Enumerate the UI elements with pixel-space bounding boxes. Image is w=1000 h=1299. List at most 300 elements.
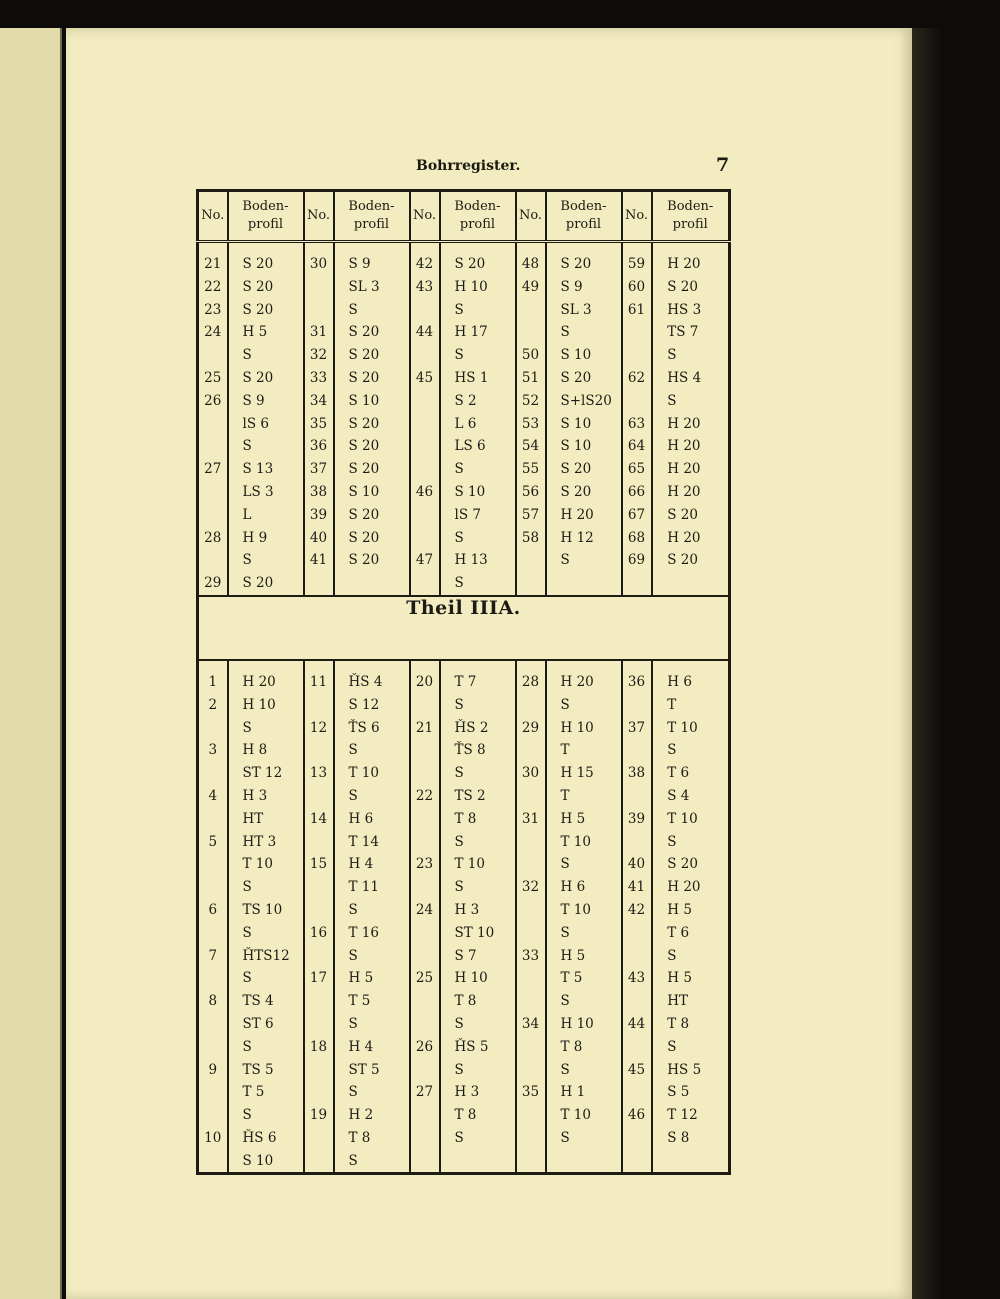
soil-profile: S 20 [348, 347, 380, 364]
entry-number: 23 [415, 856, 434, 873]
entry-number: 50 [521, 347, 540, 364]
soil-profile: S [348, 742, 358, 759]
soil-profile: H 20 [667, 415, 701, 432]
soil-profile: H 20 [667, 879, 701, 896]
header-row [198, 191, 730, 242]
soil-profile: T 5 [348, 993, 371, 1010]
entry-number: 65 [627, 461, 646, 478]
entry-number: 31 [521, 810, 540, 827]
entry-number [623, 922, 651, 945]
entry-number: 24 [415, 901, 434, 918]
soil-profile: ST 6 [242, 1015, 274, 1032]
entry-number: 21 [204, 256, 222, 272]
profile-column [440, 242, 516, 596]
soil-profile: S 5 [667, 1084, 690, 1101]
no-column [198, 242, 228, 596]
soil-profile: ȞS 2 [454, 719, 489, 736]
soil-profile: S 20 [667, 552, 698, 569]
soil-profile: H 5 [667, 970, 692, 987]
entry-number: 28 [521, 673, 540, 690]
soil-profile: LS 6 [454, 438, 486, 455]
entry-number: 29 [204, 575, 222, 592]
entry-number [517, 739, 545, 762]
soil-profile: S [560, 324, 570, 341]
soil-profile: S [667, 742, 677, 759]
soil-profile: S 20 [667, 506, 698, 523]
entry-number [305, 1013, 333, 1036]
entry-number [305, 694, 333, 717]
soil-profile: H 6 [667, 673, 692, 690]
entry-number [411, 808, 439, 831]
col-header-profil: Boden- profil [440, 191, 516, 242]
entry-number: 12 [309, 719, 328, 736]
entry-number: 40 [627, 856, 646, 873]
entry-number: 30 [521, 765, 540, 782]
entry-number: 45 [415, 369, 434, 386]
soil-profile: S [560, 924, 570, 941]
soil-profile: HS 3 [667, 301, 702, 318]
no-column [304, 660, 334, 1174]
entry-number [305, 899, 333, 922]
entry-number [517, 967, 545, 990]
entry-number: 4 [208, 787, 218, 804]
no-column [516, 242, 546, 596]
soil-profile: T 16 [348, 924, 379, 941]
entry-number: 25 [204, 369, 222, 386]
soil-profile: lS 7 [454, 506, 481, 523]
soil-profile: S [560, 856, 570, 873]
soil-profile: S [242, 879, 252, 896]
soil-profile: H 3 [454, 1084, 480, 1101]
soil-profile: H 4 [348, 856, 374, 873]
soil-profile: S 13 [242, 461, 274, 478]
entry-number: 39 [627, 810, 646, 827]
entry-number: 48 [521, 256, 540, 272]
soil-profile: TS 2 [454, 787, 486, 804]
soil-profile: HS 5 [667, 1061, 702, 1078]
soil-profile: S [667, 947, 677, 964]
soil-profile: H 20 [560, 506, 594, 523]
entry-number: 53 [521, 415, 540, 432]
soil-profile: T 10 [242, 856, 273, 873]
soil-profile: T 14 [348, 833, 379, 850]
entry-number: 62 [627, 369, 646, 386]
entry-number [199, 717, 227, 740]
entry-number: 61 [627, 301, 646, 318]
entry-number: 44 [627, 1015, 646, 1032]
soil-profile: H 12 [560, 529, 594, 546]
no-column [410, 242, 440, 596]
entry-number: 35 [309, 415, 328, 432]
profile-column [440, 660, 516, 1174]
entry-number: 32 [521, 879, 540, 896]
entry-number [517, 321, 545, 344]
col-header-no: No. [516, 191, 546, 242]
soil-profile: S [348, 787, 358, 804]
soil-profile: H 10 [560, 719, 594, 736]
entry-number: 41 [627, 879, 646, 896]
entry-number: 25 [415, 970, 434, 987]
col-header-no: No. [622, 191, 652, 242]
entry-number [305, 831, 333, 854]
profile-column [546, 242, 622, 596]
col-header-profil: Boden- profil [546, 191, 622, 242]
entry-number: 27 [415, 1084, 434, 1101]
entry-number [199, 876, 227, 899]
soil-profile: T 10 [348, 765, 379, 782]
soil-profile: S [242, 438, 252, 455]
soil-profile: TS 7 [667, 324, 699, 341]
soil-profile: S 20 [348, 438, 380, 455]
col-header-profil: Boden- profil [228, 191, 304, 242]
entry-number [305, 1127, 333, 1150]
soil-profile: H 10 [454, 278, 488, 295]
page-shadow [912, 28, 942, 1299]
col-header-no: No. [410, 191, 440, 242]
entry-number [305, 1059, 333, 1082]
soil-profile: S 20 [348, 369, 380, 386]
entry-number: 55 [521, 461, 540, 478]
entry-number: 43 [415, 278, 434, 295]
soil-profile: H 20 [667, 461, 701, 478]
soil-profile: S 10 [560, 347, 592, 364]
entry-number [199, 853, 227, 876]
soil-profile: S 10 [348, 483, 380, 500]
soil-profile: S [560, 1061, 570, 1078]
soil-profile: S [454, 529, 464, 546]
soil-profile: S 20 [667, 856, 698, 873]
profile-column [546, 660, 622, 1174]
soil-profile: T 8 [348, 1129, 371, 1146]
soil-profile: S [560, 1129, 570, 1146]
borehole-register-table [196, 189, 731, 1175]
soil-profile: S 9 [242, 392, 265, 409]
soil-profile: T 10 [560, 901, 591, 918]
soil-profile: S [242, 1107, 252, 1124]
entry-number: 51 [521, 369, 540, 386]
entry-number [199, 549, 227, 572]
soil-profile: S [454, 1061, 464, 1078]
profile-column [652, 660, 730, 1174]
soil-profile: H 20 [667, 529, 701, 546]
entry-number: 1 [208, 673, 218, 690]
soil-profile: S 20 [242, 575, 274, 592]
soil-profile: LS 3 [242, 483, 274, 500]
profile-column [228, 660, 304, 1174]
soil-profile: TS 10 [242, 901, 283, 918]
soil-profile: S+lS20 [560, 392, 612, 409]
entry-number: 59 [627, 256, 646, 272]
entry-number: 39 [309, 506, 328, 523]
entry-number [623, 785, 651, 808]
soil-profile: H 20 [667, 483, 701, 500]
no-column [622, 242, 652, 596]
entry-number [623, 990, 651, 1013]
entry-number: 34 [309, 392, 328, 409]
entry-number [199, 344, 227, 367]
soil-profile: S [560, 696, 570, 713]
soil-profile: HT 3 [242, 833, 277, 850]
running-title: Bohrregister. [416, 158, 521, 174]
entry-number: 38 [627, 765, 646, 782]
entry-number [199, 1150, 227, 1173]
soil-profile: S [348, 901, 358, 918]
entry-number [199, 967, 227, 990]
soil-profile: S 9 [560, 278, 583, 295]
soil-profile: H 6 [560, 879, 586, 896]
col-header-profil: Boden- profil [652, 191, 730, 242]
entry-number [199, 435, 227, 458]
soil-profile: SL 3 [348, 278, 380, 295]
section-row [198, 596, 730, 660]
soil-profile: H 17 [454, 324, 488, 341]
entry-number: 35 [521, 1084, 540, 1101]
soil-profile: T 8 [454, 993, 477, 1010]
entry-number: 23 [204, 301, 222, 318]
entry-number [517, 1036, 545, 1059]
entry-number: 7 [208, 947, 218, 964]
entry-number [305, 945, 333, 968]
soil-profile: S 4 [667, 787, 690, 804]
soil-profile: S [242, 347, 252, 364]
entry-number [411, 435, 439, 458]
soil-profile: HT [667, 993, 689, 1010]
entry-number [623, 831, 651, 854]
entry-number [305, 876, 333, 899]
soil-profile: HS 1 [454, 369, 489, 386]
soil-profile: S 20 [242, 256, 274, 272]
entry-number [411, 922, 439, 945]
entry-number: 11 [309, 673, 328, 690]
entry-number: 29 [521, 719, 540, 736]
entry-number [411, 299, 439, 322]
soil-profile: S 10 [560, 415, 592, 432]
soil-profile: TS 4 [242, 993, 274, 1010]
entry-number: 27 [204, 461, 222, 478]
entry-number: 42 [415, 256, 434, 272]
soil-profile: S [242, 719, 252, 736]
profile-column [652, 242, 730, 596]
entry-number [411, 344, 439, 367]
soil-profile: S 10 [560, 438, 592, 455]
entry-number [199, 1013, 227, 1036]
soil-profile: H 3 [454, 901, 480, 918]
entry-number: 20 [415, 673, 434, 690]
entry-number: 31 [309, 324, 328, 341]
soil-profile: S 20 [348, 529, 380, 546]
soil-profile: S 20 [348, 324, 380, 341]
entry-number: 67 [627, 506, 646, 523]
soil-profile: S 20 [242, 369, 274, 386]
soil-profile: T 12 [667, 1107, 698, 1124]
entry-number [411, 1013, 439, 1036]
entry-number: 22 [204, 278, 222, 295]
soil-profile: S 20 [454, 256, 486, 272]
soil-profile: S 20 [560, 483, 592, 500]
soil-profile: S [454, 347, 464, 364]
soil-profile: H 15 [560, 765, 594, 782]
soil-profile: S [348, 1015, 358, 1032]
entry-number: 32 [309, 347, 328, 364]
soil-profile: S [667, 833, 677, 850]
entry-number [517, 785, 545, 808]
soil-profile: H 20 [242, 673, 276, 690]
soil-profile: HT [242, 810, 264, 827]
soil-profile: S [242, 552, 252, 569]
entry-number: 8 [208, 993, 218, 1010]
soil-profile: S [348, 301, 358, 318]
entry-number [199, 413, 227, 436]
entry-number: 60 [627, 278, 646, 295]
entry-number: 14 [309, 810, 328, 827]
section-heading [198, 596, 730, 660]
entry-number: 41 [309, 552, 328, 569]
entry-number: 36 [309, 438, 328, 455]
entry-number: 66 [627, 483, 646, 500]
soil-profile: H 6 [348, 810, 374, 827]
soil-profile: S [667, 347, 677, 364]
entry-number: 19 [309, 1107, 328, 1124]
soil-profile: S [560, 552, 570, 569]
entry-number: 47 [415, 552, 434, 569]
entry-number [199, 922, 227, 945]
entry-number: 33 [521, 947, 540, 964]
entry-number: 40 [309, 529, 328, 546]
entry-number: 69 [627, 552, 646, 569]
soil-profile: S 12 [348, 696, 380, 713]
soil-profile: H 5 [242, 324, 268, 341]
soil-profile: S 20 [348, 415, 380, 432]
entry-number: 54 [521, 438, 540, 455]
soil-profile: S 20 [560, 461, 592, 478]
section-title: Theil IIIA. [406, 596, 521, 619]
entry-number [411, 762, 439, 785]
soil-profile: S [454, 1015, 464, 1032]
soil-profile: ȞTS12 [242, 947, 290, 964]
entry-number: 24 [204, 324, 222, 341]
profile-column [228, 242, 304, 596]
soil-profile: T 8 [454, 810, 477, 827]
entry-number [411, 945, 439, 968]
soil-profile: ŤS 6 [348, 719, 380, 736]
part-one-body [198, 242, 730, 596]
soil-profile: lS 6 [242, 415, 269, 432]
soil-profile: T 10 [667, 719, 698, 736]
entry-number [305, 276, 333, 299]
soil-profile: S 20 [242, 301, 274, 318]
entry-number [411, 527, 439, 550]
soil-profile: S [454, 879, 464, 896]
soil-profile: L 6 [454, 415, 477, 432]
entry-number: 56 [521, 483, 540, 500]
entry-number: 38 [309, 483, 328, 500]
col-header-profil: Boden- profil [334, 191, 410, 242]
entry-number [411, 1104, 439, 1127]
entry-number [623, 321, 651, 344]
entry-number: 64 [627, 438, 646, 455]
entry-number [623, 1036, 651, 1059]
soil-profile: ŤS 8 [454, 742, 486, 759]
no-column [622, 660, 652, 1174]
entry-number: 21 [415, 719, 434, 736]
entry-number [199, 504, 227, 527]
soil-profile: T 6 [667, 765, 690, 782]
soil-profile: H 10 [560, 1015, 594, 1032]
entry-number: 17 [309, 970, 328, 987]
entry-number: 16 [309, 924, 328, 941]
entry-number [411, 390, 439, 413]
entry-number: 36 [627, 673, 646, 690]
soil-profile: H 5 [560, 810, 586, 827]
entry-number [517, 990, 545, 1013]
page-number: 7 [716, 154, 730, 176]
page-header [0, 154, 1000, 182]
profile-column [334, 242, 410, 596]
soil-profile: SL 3 [560, 301, 592, 318]
soil-profile: T 11 [348, 879, 379, 896]
entry-number [305, 1081, 333, 1104]
soil-profile: S 10 [242, 1152, 274, 1169]
entry-number: 46 [627, 1107, 646, 1124]
soil-profile: ST 10 [454, 924, 495, 941]
soil-profile: T 7 [454, 673, 477, 690]
soil-profile: S 7 [454, 947, 477, 964]
entry-number [411, 413, 439, 436]
soil-profile: T 8 [560, 1038, 583, 1055]
soil-profile: H 20 [667, 256, 701, 272]
entry-number [623, 1081, 651, 1104]
entry-number: 63 [627, 415, 646, 432]
soil-profile: S [454, 575, 464, 592]
entry-number: 22 [415, 787, 434, 804]
entry-number: 9 [208, 1061, 218, 1078]
entry-number [517, 899, 545, 922]
entry-number [517, 299, 545, 322]
profile-column [334, 660, 410, 1174]
soil-profile: T 6 [667, 924, 690, 941]
entry-number: 49 [521, 278, 540, 295]
soil-profile: T 10 [560, 833, 591, 850]
no-column [516, 660, 546, 1174]
entry-number: 37 [627, 719, 646, 736]
no-column [410, 660, 440, 1174]
entry-number: 6 [208, 901, 218, 918]
soil-profile: T 5 [560, 970, 583, 987]
soil-profile: S [348, 1084, 358, 1101]
entry-number [411, 458, 439, 481]
soil-profile: T 10 [560, 1107, 591, 1124]
entry-number [199, 808, 227, 831]
entry-number: 30 [309, 256, 328, 272]
entry-number: 28 [204, 529, 222, 546]
entry-number [411, 504, 439, 527]
entry-number: 26 [204, 392, 222, 409]
entry-number [305, 299, 333, 322]
soil-profile: H 20 [667, 438, 701, 455]
entry-number: 42 [627, 901, 646, 918]
soil-profile: T 5 [242, 1084, 265, 1101]
soil-profile: S 10 [348, 392, 380, 409]
entry-number [199, 1081, 227, 1104]
soil-profile: H 5 [667, 901, 692, 918]
entry-number: 3 [208, 742, 218, 759]
entry-number: 57 [521, 506, 540, 523]
soil-profile: T 10 [667, 810, 698, 827]
entry-number [411, 876, 439, 899]
col-header-no: No. [198, 191, 228, 242]
entry-number [623, 390, 651, 413]
entry-number [517, 694, 545, 717]
